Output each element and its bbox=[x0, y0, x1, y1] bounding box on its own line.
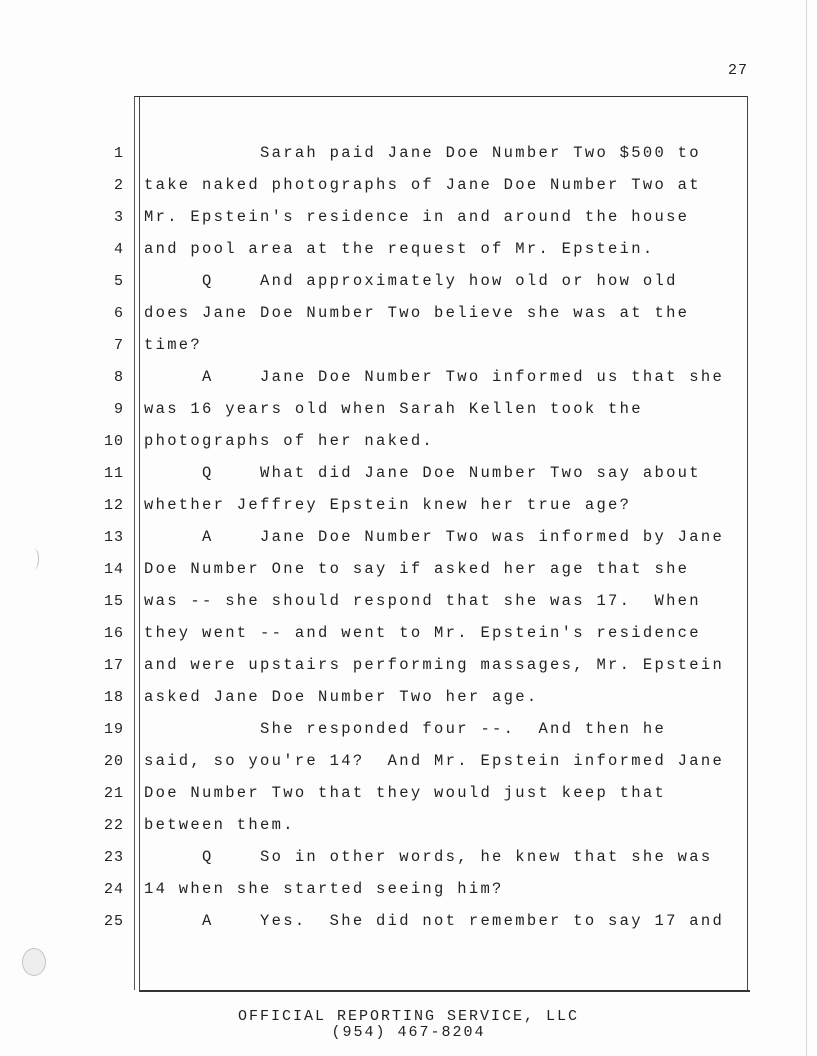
line-number: 2 bbox=[113, 177, 124, 194]
line-text: Doe Number Two that they would just keep that bbox=[144, 784, 667, 802]
line-number: 14 bbox=[103, 561, 124, 578]
line-text: time? bbox=[144, 336, 203, 354]
line-number: 10 bbox=[103, 433, 124, 450]
line-text: said, so you're 14? And Mr. Epstein informed Jane bbox=[144, 752, 725, 770]
frame-right-rule bbox=[747, 96, 748, 992]
line-number: 15 bbox=[103, 593, 124, 610]
page-edge-line bbox=[806, 0, 807, 1056]
line-number: 24 bbox=[103, 881, 124, 898]
footer-company: OFFICIAL REPORTING SERVICE, LLC bbox=[237, 1008, 580, 1025]
line-text: and were upstairs performing massages, Mr. Epstein bbox=[144, 656, 725, 674]
frame-left-inner-rule bbox=[139, 97, 140, 992]
line-text: Q So in other words, he knew that she was bbox=[144, 848, 713, 866]
line-text: was 16 years old when Sarah Kellen took the bbox=[144, 400, 643, 418]
hole-punch-mark bbox=[22, 948, 46, 976]
line-text: Doe Number One to say if asked her age that she bbox=[144, 560, 690, 578]
line-number: 5 bbox=[113, 273, 124, 290]
frame-top-rule bbox=[134, 96, 748, 97]
line-text: photographs of her naked. bbox=[144, 432, 435, 450]
line-number: 8 bbox=[113, 369, 124, 386]
line-number: 7 bbox=[113, 337, 124, 354]
line-number: 19 bbox=[103, 721, 124, 738]
line-number: 18 bbox=[103, 689, 124, 706]
line-text: Q And approximately how old or how old bbox=[144, 272, 678, 290]
line-text: She responded four --. And then he bbox=[144, 720, 667, 738]
line-text: does Jane Doe Number Two believe she was at the bbox=[144, 304, 690, 322]
line-text: A Jane Doe Number Two was informed by Jane bbox=[144, 528, 725, 546]
line-text: was -- she should respond that she was 17. When bbox=[144, 592, 701, 610]
line-text: they went -- and went to Mr. Epstein's residence bbox=[144, 624, 701, 642]
line-number: 6 bbox=[113, 305, 124, 322]
line-number: 21 bbox=[103, 785, 124, 802]
line-number: 9 bbox=[113, 401, 124, 418]
line-text: A Yes. She did not remember to say 17 and bbox=[144, 912, 725, 930]
line-number: 22 bbox=[103, 817, 124, 834]
line-number: 17 bbox=[103, 657, 124, 674]
line-number: 20 bbox=[103, 753, 124, 770]
line-number: 16 bbox=[103, 625, 124, 642]
line-text: Sarah paid Jane Doe Number Two $500 to bbox=[144, 144, 701, 162]
line-number: 4 bbox=[113, 241, 124, 258]
line-text: take naked photographs of Jane Doe Number Two at bbox=[144, 176, 701, 194]
line-text: Q What did Jane Doe Number Two say about bbox=[144, 464, 701, 482]
line-text: and pool area at the request of Mr. Epstein. bbox=[144, 240, 655, 258]
line-number: 11 bbox=[103, 465, 124, 482]
line-number: 12 bbox=[103, 497, 124, 514]
line-number: 25 bbox=[103, 913, 124, 930]
line-text: whether Jeffrey Epstein knew her true age? bbox=[144, 496, 632, 514]
page-number: 27 bbox=[728, 62, 749, 79]
line-number: 13 bbox=[103, 529, 124, 546]
line-number: 1 bbox=[113, 145, 124, 162]
scan-mark bbox=[28, 548, 39, 570]
line-text: between them. bbox=[144, 816, 295, 834]
line-text: A Jane Doe Number Two informed us that she bbox=[144, 368, 725, 386]
line-number: 23 bbox=[103, 849, 124, 866]
footer-phone: (954) 467-8204 bbox=[331, 1024, 486, 1041]
line-text: 14 when she started seeing him? bbox=[144, 880, 504, 898]
line-text: Mr. Epstein's residence in and around the house bbox=[144, 208, 690, 226]
frame-bottom-rule bbox=[140, 990, 750, 992]
line-number: 3 bbox=[113, 209, 124, 226]
frame-left-rule bbox=[134, 97, 135, 990]
line-text: asked Jane Doe Number Two her age. bbox=[144, 688, 539, 706]
